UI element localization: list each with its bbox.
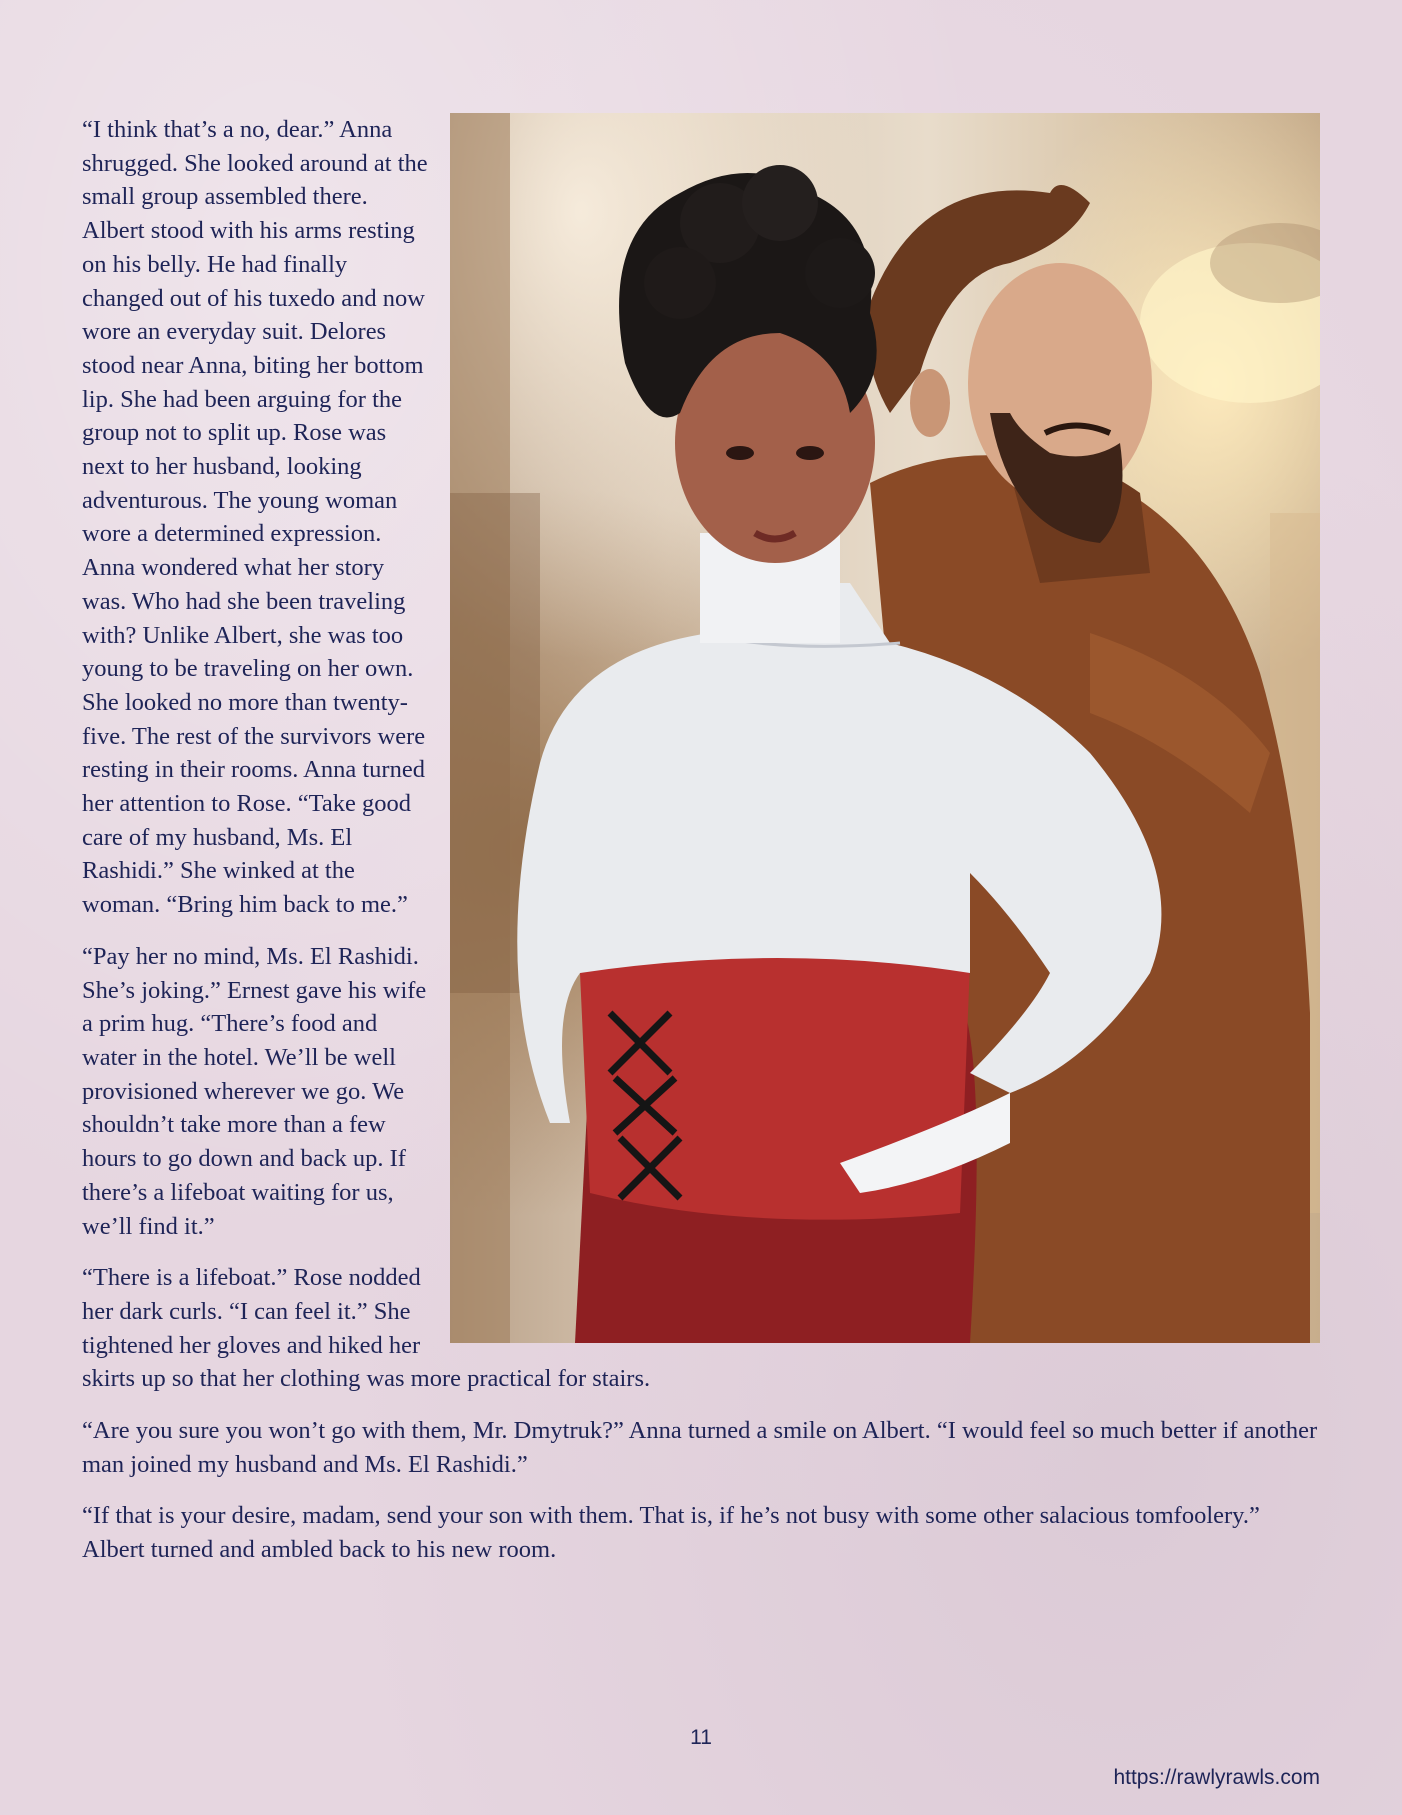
paragraph-2: “Pay her no mind, Ms. El Rashidi. She’s joking.” Ernest gave his wife a prim hug. “There’s food and water in the hotel. We’ll be well provisioned wherever we go. We shouldn’t take more than a few hours to go down and back up. If there’s a lifeboat waiting for us, we’ll find it.” — [82, 942, 427, 1240]
illustration-woman-and-bearded-man — [450, 113, 1320, 1343]
paragraph-5: “If that is your desire, madam, send your son with them. That is, if he’s not busy with some other salacious tomfoolery.” Albert turned and ambled back to his new room. — [82, 1502, 1260, 1564]
illustration — [450, 113, 1320, 1343]
story-text — [82, 113, 1320, 1585]
paragraph-1: “I think that’s a no, dear.” Anna shrugged. She looked around at the small group assembled there. Albert stood with his arms resting on his belly. He had finally changed out of his tuxedo and now wore an everyday suit. Delores stood near Anna, biting her bottom lip. She had been arguing for the group not to split up. Rose was next to her husband, looking adventurous. The young woman wore a determined expression. Anna wondered what her story was. Who had she been traveling with? Unlike Albert, she was too young to be traveling on her own. She looked no more than twenty-five. The rest of the survivors were resting in their rooms. Anna turned her attention to Rose. “Take good care of my husband, Ms. El Rashidi.” She winked at the woman. “Bring him back to me.” — [82, 116, 428, 919]
paragraph-3: “There is a lifeboat.” Rose nodded her dark curls. “I can feel it.” She tightened her gloves and hiked her skirts up so that her clothing was more practical for stairs. — [82, 1264, 651, 1393]
page-number: 11 — [690, 1726, 712, 1749]
paragraph-4: “Are you sure you won’t go with them, Mr. Dmytruk?” Anna turned a smile on Albert. “I would feel so much better if another man joined my husband and Ms. El Rashidi.” — [82, 1417, 1318, 1478]
website-link[interactable]: https://rawlyrawls.com — [1113, 1766, 1320, 1789]
